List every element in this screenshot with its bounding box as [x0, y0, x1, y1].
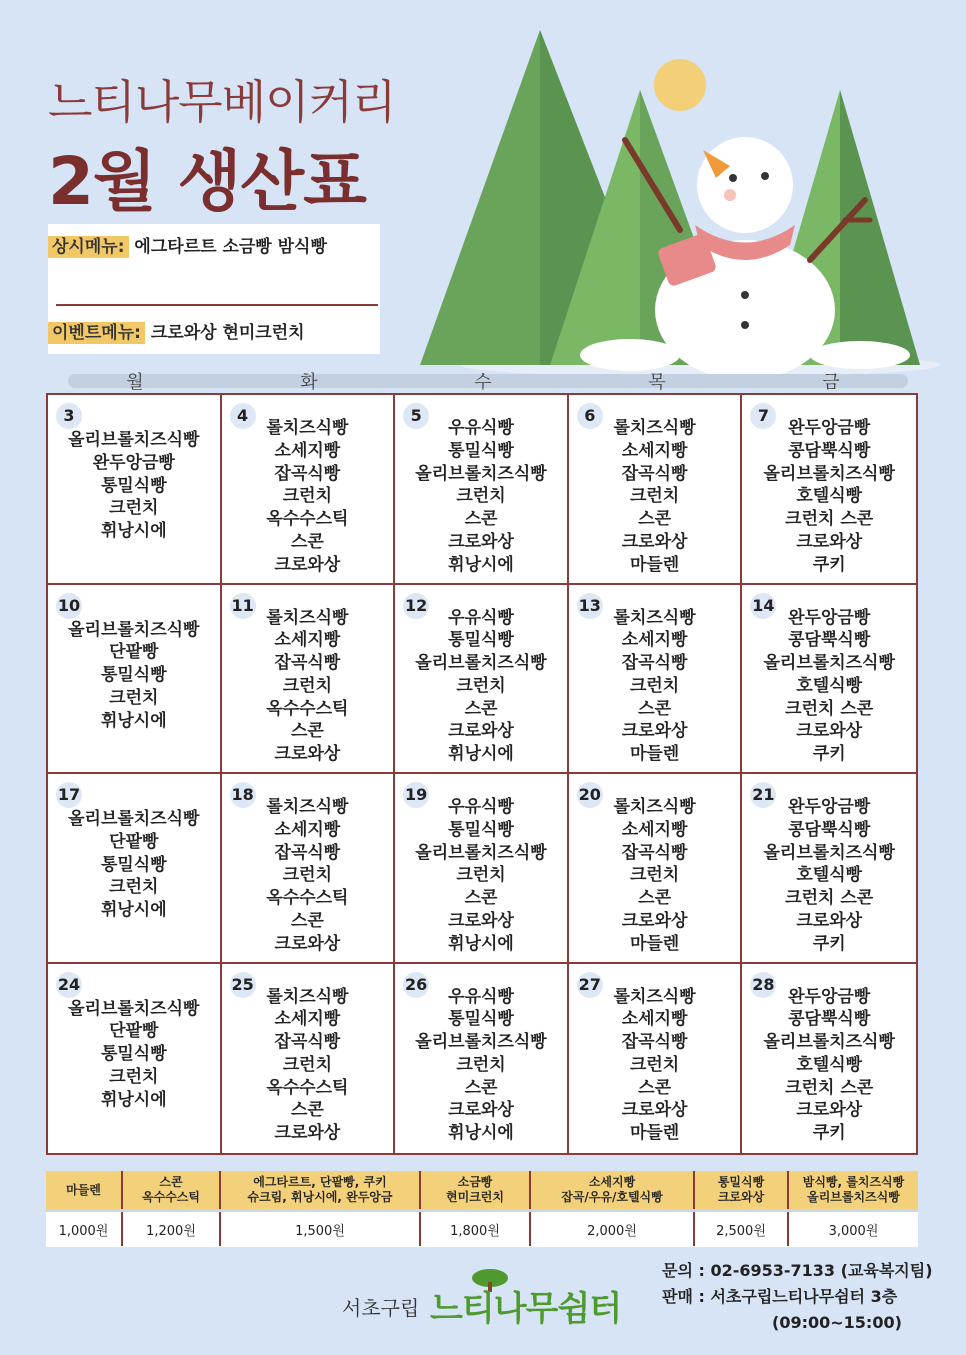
menu-item: 스콘 [638, 1077, 672, 1098]
event-menu-line [48, 318, 305, 343]
menu-item: 소세지빵 [621, 819, 688, 840]
menu-item: 크런치 [282, 1054, 333, 1075]
menu-box [48, 224, 380, 354]
menu-list [569, 986, 741, 1146]
menu-item: 크런치 [109, 498, 159, 519]
menu-list [742, 607, 916, 767]
menu-item: 롤치즈식빵 [266, 986, 349, 1007]
menu-list [395, 986, 567, 1146]
regular-menu-label: 상시메뉴: [48, 236, 129, 258]
menu-item: 단팥빵 [109, 831, 159, 852]
page-title-line2: 2월 생산표 [48, 143, 366, 220]
menu-list [395, 607, 567, 767]
menu-item: 통밀식빵 [100, 854, 167, 875]
menu-item: 휘낭시에 [100, 710, 167, 731]
menu-item: 올리브롤치즈식빵 [415, 1032, 547, 1053]
menu-item: 롤치즈식빵 [613, 797, 696, 817]
price-value: 1,500원 [220, 1211, 420, 1247]
menu-item: 크런치 스콘 [785, 888, 874, 909]
day-number: 13 [577, 593, 603, 619]
menu-list [48, 619, 220, 733]
menu-list [48, 429, 220, 543]
day-number: 19 [403, 782, 429, 808]
price-category [46, 1171, 122, 1211]
menu-item: 크로와상 [448, 910, 514, 931]
calendar-cell [742, 395, 916, 585]
menu-item: 크로와상 [621, 531, 688, 552]
menu-item: 잡곡식빵 [274, 653, 341, 674]
calendar-cell [395, 964, 569, 1154]
menu-item: 마들렌 [629, 744, 680, 765]
day-number: 27 [577, 972, 603, 998]
menu-item: 올리브롤치즈식빵 [415, 842, 547, 863]
menu-item: 크로와상 [274, 933, 341, 954]
menu-item: 크런치 [282, 675, 333, 696]
price-table [46, 1171, 918, 1247]
menu-item: 크런치 [629, 486, 680, 507]
price-category [530, 1171, 694, 1211]
menu-item: 스콘 [464, 1077, 498, 1098]
price-value: 2,000원 [530, 1211, 694, 1247]
menu-item: 단팥빵 [109, 642, 159, 663]
menu-item: 크런치 스콘 [785, 1077, 874, 1098]
menu-item: 통밀식빵 [448, 440, 514, 461]
menu-item: 잡곡식빵 [621, 463, 688, 484]
calendar-cell [48, 585, 222, 775]
menu-item: 통밀식빵 [100, 1044, 167, 1065]
menu-item: 크로와상 [796, 721, 863, 742]
menu-item: 롤치즈식빵 [613, 607, 696, 628]
menu-item: 잡곡식빵 [274, 842, 341, 863]
menu-item: 롤치즈식빵 [266, 607, 349, 628]
menu-item: 호텔식빵 [796, 675, 863, 696]
menu-item: 옥수수스틱 [266, 1077, 349, 1098]
day-number: 4 [230, 403, 256, 429]
menu-item: 스콘 [464, 888, 498, 909]
price-item-label: 옥수수스틱 [142, 1190, 200, 1204]
menu-list [569, 796, 741, 956]
menu-item: 크런치 [629, 865, 680, 886]
menu-item: 올리브롤치즈식빵 [763, 653, 895, 674]
menu-item: 소세지빵 [274, 440, 341, 461]
menu-item: 올리브롤치즈식빵 [68, 998, 200, 1019]
price-value-row [46, 1211, 918, 1247]
calendar-cell [569, 964, 743, 1154]
menu-item: 크로와상 [796, 531, 863, 552]
menu-item: 크로와상 [796, 1100, 863, 1121]
weekday-mon: 월 [126, 372, 144, 393]
menu-item: 잡곡식빵 [274, 463, 341, 484]
menu-divider [56, 304, 378, 306]
price-item-label: 크로와상 [717, 1190, 765, 1204]
menu-item: 콩담뿍식빵 [788, 630, 871, 651]
day-number: 18 [230, 782, 256, 808]
day-number: 26 [403, 972, 429, 998]
menu-item: 롤치즈식빵 [266, 797, 349, 817]
menu-item: 스콘 [638, 698, 672, 719]
menu-item: 올리브롤치즈식빵 [763, 842, 895, 863]
menu-item: 휘낭시에 [100, 521, 167, 542]
menu-item: 쿠키 [812, 1123, 846, 1144]
menu-item: 크로와상 [274, 1123, 341, 1144]
calendar-cell [742, 585, 916, 775]
event-menu-items: 크로와상 현미크런치 [150, 323, 305, 343]
menu-item: 크로와상 [448, 531, 514, 552]
menu-item: 스콘 [464, 698, 498, 719]
weekday-header [48, 368, 920, 393]
menu-item: 롤치즈식빵 [613, 986, 696, 1007]
menu-item: 호텔식빵 [796, 865, 863, 886]
menu-item: 크런치 [456, 1054, 506, 1075]
menu-item: 통밀식빵 [100, 665, 167, 686]
menu-item: 콩담뿍식빵 [788, 440, 871, 461]
calendar-cell [742, 774, 916, 964]
price-item-label: 현미크런치 [446, 1190, 504, 1204]
menu-item: 콩담뿍식빵 [788, 819, 871, 840]
menu-item: 크로와상 [448, 1100, 514, 1121]
menu-list [222, 796, 394, 956]
menu-item: 마들렌 [629, 1123, 680, 1144]
menu-list [222, 986, 394, 1146]
menu-item: 휘낭시에 [448, 1123, 514, 1144]
menu-list [742, 417, 916, 577]
menu-item: 호텔식빵 [796, 486, 863, 507]
menu-item: 우유식빵 [448, 797, 514, 817]
price-category [220, 1171, 420, 1211]
menu-item: 크런치 [109, 687, 159, 708]
menu-item: 통밀식빵 [448, 819, 514, 840]
brand-name: 느티나무쉼터 [430, 1289, 622, 1329]
menu-item: 쿠키 [812, 554, 846, 575]
menu-item: 스콘 [290, 910, 324, 931]
menu-item: 롤치즈식빵 [266, 418, 349, 438]
calendar-cell [395, 395, 569, 585]
menu-item: 올리브롤치즈식빵 [68, 619, 200, 640]
menu-item: 완두앙금빵 [788, 986, 871, 1007]
price-category [122, 1171, 220, 1211]
menu-list [395, 417, 567, 577]
menu-item: 올리브롤치즈식빵 [763, 1032, 895, 1053]
regular-menu-line [48, 232, 327, 257]
menu-list [222, 417, 394, 577]
menu-item: 호텔식빵 [796, 1054, 863, 1075]
contact-info [662, 1258, 933, 1336]
menu-item: 크로와상 [274, 744, 341, 765]
price-item-label: 소세지빵 [588, 1175, 636, 1189]
day-number: 24 [56, 972, 82, 998]
menu-item: 쿠키 [812, 933, 846, 954]
price-item-label: 밤식빵, 롤치즈식빵 [802, 1175, 905, 1189]
brand-district: 서초구립 [342, 1296, 420, 1320]
price-value: 1,800원 [420, 1211, 530, 1247]
menu-item: 소세지빵 [621, 440, 688, 461]
calendar-grid [46, 393, 918, 1155]
day-number: 12 [403, 593, 429, 619]
menu-item: 크로와상 [621, 910, 688, 931]
menu-item: 휘낭시에 [100, 900, 167, 921]
price-value: 1,000원 [46, 1211, 122, 1247]
menu-item: 소세지빵 [274, 630, 341, 651]
calendar-cell [222, 774, 396, 964]
day-number: 25 [230, 972, 256, 998]
snowman-trees-illustration [400, 20, 940, 375]
menu-item: 잡곡식빵 [621, 842, 688, 863]
weekday-tue: 화 [300, 372, 318, 393]
price-item-label: 스콘 [159, 1175, 183, 1189]
menu-item: 올리브롤치즈식빵 [68, 430, 200, 450]
day-number: 3 [56, 403, 82, 429]
calendar-cell [222, 585, 396, 775]
calendar-cell [395, 774, 569, 964]
price-item-label: 잡곡/우유/호텔식빵 [561, 1190, 663, 1204]
menu-item: 스콘 [464, 509, 498, 530]
menu-item: 올리브롤치즈식빵 [763, 463, 895, 484]
menu-item: 휘낭시에 [448, 744, 514, 765]
day-number: 6 [577, 403, 603, 429]
menu-item: 완두앙금빵 [788, 607, 871, 628]
menu-item: 올리브롤치즈식빵 [415, 463, 547, 484]
menu-item: 완두앙금빵 [788, 418, 871, 438]
menu-item: 옥수수스틱 [266, 509, 349, 530]
menu-item: 통밀식빵 [448, 1009, 514, 1030]
menu-item: 스콘 [290, 1100, 324, 1121]
menu-item: 쿠키 [812, 744, 846, 765]
menu-item: 크런치 [109, 877, 159, 898]
menu-item: 완두앙금빵 [92, 452, 175, 473]
price-item-label: 에그타르트, 단팥빵, 쿠키 [253, 1175, 387, 1189]
menu-item: 통밀식빵 [448, 630, 514, 651]
calendar-cell [742, 964, 916, 1154]
weekday-thu: 목 [648, 372, 666, 393]
menu-item: 잡곡식빵 [621, 653, 688, 674]
menu-list [222, 607, 394, 767]
menu-list [569, 607, 741, 767]
menu-item: 휘낭시에 [448, 933, 514, 954]
day-number: 17 [56, 782, 82, 808]
menu-item: 잡곡식빵 [621, 1032, 688, 1053]
calendar-cell [48, 395, 222, 585]
price-value: 3,000원 [828, 1223, 879, 1239]
menu-item: 스콘 [638, 509, 672, 530]
menu-item: 크런치 [456, 865, 506, 886]
calendar-cell [48, 774, 222, 964]
menu-item: 휘낭시에 [100, 1089, 167, 1110]
contact-sales: 판매 : 서초구립느티나무쉼터 3층 [662, 1287, 898, 1306]
price-value: 2,500원 [694, 1211, 788, 1247]
weekday-wed: 수 [474, 372, 492, 393]
day-number: 5 [403, 403, 429, 429]
price-item-label: 소금빵 [457, 1175, 493, 1189]
day-number: 20 [577, 782, 603, 808]
menu-item: 올리브롤치즈식빵 [415, 653, 547, 674]
menu-list [48, 998, 220, 1112]
menu-list [569, 417, 741, 577]
menu-item: 올리브롤치즈식빵 [68, 809, 200, 829]
price-item-label: 슈크림, 휘낭시에, 완두앙금 [247, 1190, 393, 1204]
price-category [420, 1171, 530, 1211]
menu-item: 통밀식빵 [100, 475, 167, 496]
day-number: 14 [750, 593, 776, 619]
menu-item: 콩담뿍식빵 [788, 1009, 871, 1030]
menu-item: 옥수수스틱 [266, 698, 349, 719]
menu-item: 완두앙금빵 [788, 797, 871, 817]
menu-item: 휘낭시에 [448, 554, 514, 575]
calendar-cell [395, 585, 569, 775]
menu-item: 크런치 [282, 486, 333, 507]
price-item-label: 마들렌 [66, 1182, 101, 1197]
menu-item: 크로와상 [621, 721, 688, 742]
menu-item: 롤치즈식빵 [613, 418, 696, 438]
menu-item: 우유식빵 [448, 418, 514, 438]
menu-item: 옥수수스틱 [266, 888, 349, 909]
menu-item: 크로와상 [448, 721, 514, 742]
calendar-cell [48, 964, 222, 1154]
menu-list [48, 808, 220, 922]
menu-item: 크로와상 [796, 910, 863, 931]
menu-item: 크런치 [629, 1054, 680, 1075]
menu-list [742, 986, 916, 1146]
menu-list [395, 796, 567, 956]
price-category [788, 1171, 918, 1211]
weekday-fri: 금 [822, 372, 840, 393]
menu-item: 크런치 스콘 [785, 698, 874, 719]
calendar-cell [569, 585, 743, 775]
day-number: 28 [750, 972, 776, 998]
regular-menu-items: 에그타르트 소금빵 밤식빵 [134, 237, 327, 257]
menu-list [742, 796, 916, 956]
price-value: 1,200원 [122, 1211, 220, 1247]
menu-item: 크로와상 [621, 1100, 688, 1121]
calendar-cell [222, 964, 396, 1154]
day-number: 10 [56, 593, 82, 619]
calendar-cell [569, 774, 743, 964]
calendar-cell [222, 395, 396, 585]
contact-hours: (09:00~15:00) [772, 1313, 902, 1332]
menu-item: 스콘 [290, 531, 324, 552]
menu-item: 소세지빵 [274, 1009, 341, 1030]
menu-item: 단팥빵 [109, 1021, 159, 1042]
menu-item: 마들렌 [629, 554, 680, 575]
menu-item: 크런치 [109, 1066, 159, 1087]
price-item-label: 올리브롤치즈식빵 [807, 1190, 900, 1204]
event-menu-label: 이벤트메뉴: [48, 322, 145, 344]
day-number: 7 [750, 403, 776, 429]
menu-item: 크런치 [282, 865, 333, 886]
menu-item: 크로와상 [274, 554, 341, 575]
calendar-cell [569, 395, 743, 585]
menu-item: 스콘 [638, 888, 672, 909]
day-number: 21 [750, 782, 776, 808]
menu-item: 스콘 [290, 721, 324, 742]
menu-item: 우유식빵 [448, 986, 514, 1007]
menu-item: 잡곡식빵 [274, 1032, 341, 1053]
price-item-label: 통밀식빵 [717, 1175, 765, 1189]
menu-item: 크런치 스콘 [785, 509, 874, 530]
price-header-row [46, 1171, 918, 1211]
menu-item: 크런치 [456, 675, 506, 696]
menu-item: 우유식빵 [448, 607, 514, 628]
menu-item: 크런치 [456, 486, 506, 507]
menu-item: 소세지빵 [274, 819, 341, 840]
page-title-line1: 느티나무베이커리 [48, 75, 396, 129]
menu-item: 소세지빵 [621, 630, 688, 651]
menu-item: 마들렌 [629, 933, 680, 954]
day-number: 11 [230, 593, 256, 619]
menu-item: 크런치 [629, 675, 680, 696]
menu-item: 소세지빵 [621, 1009, 688, 1030]
contact-phone: 문의 : 02-6953-7133 (교육복지팀) [662, 1261, 933, 1280]
price-category [694, 1171, 788, 1211]
